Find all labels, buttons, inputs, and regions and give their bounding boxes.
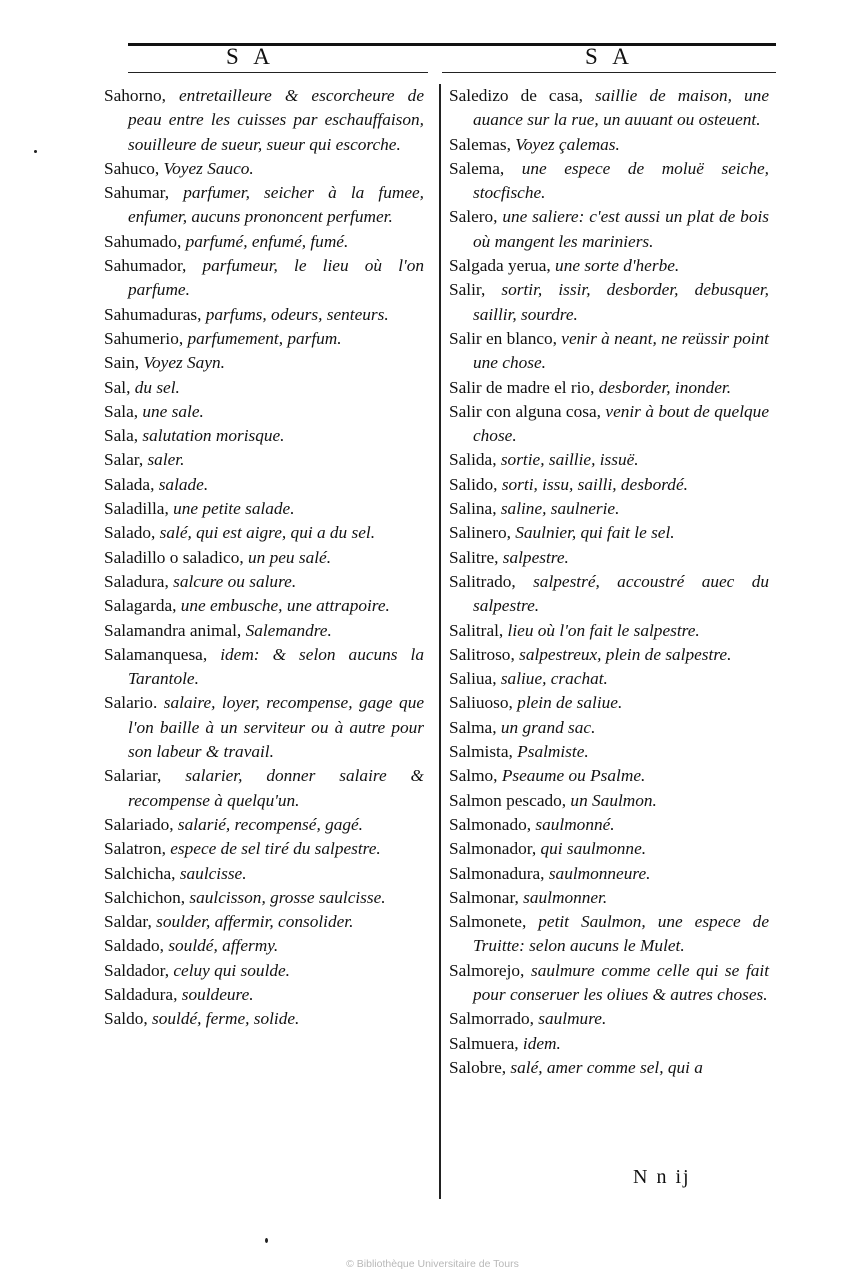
dictionary-entry (449, 959, 769, 1008)
dictionary-entry (104, 84, 424, 157)
right-column (449, 84, 769, 1080)
definition: qui saulmonne. (536, 839, 647, 859)
definition: espece de sel tiré du salpestre. (165, 839, 381, 859)
headword: Saldo, (104, 1009, 148, 1029)
dictionary-entry (449, 619, 769, 643)
signature-mark: N n ij (633, 1166, 691, 1188)
headword: Salariado, (104, 814, 174, 834)
dictionary-entry (449, 278, 769, 327)
definition: salarier, donner salaire & recompense à quelqu'un. (128, 766, 424, 810)
headword: Sala, (104, 426, 139, 446)
headword: Salero, (449, 207, 498, 227)
definition: un peu salé. (243, 547, 332, 567)
dictionary-entry (104, 351, 424, 375)
definition: souldé, ferme, solide. (147, 1009, 300, 1029)
dictionary-entry (449, 133, 769, 157)
dictionary-entry (104, 813, 424, 837)
headword: Saledizo de casa, (449, 86, 583, 105)
ink-speck (265, 1238, 268, 1243)
headword: Saladura, (104, 571, 169, 591)
dictionary-entry (449, 716, 769, 740)
definition: un Saulmon. (566, 790, 657, 810)
headword: Salmista, (449, 742, 513, 762)
dictionary-entry (104, 862, 424, 886)
running-head-left: S A (226, 44, 275, 69)
definition: soulder, affermir, consolider. (151, 912, 354, 932)
headword: Sala, (104, 401, 139, 421)
headword: Saliua, (449, 669, 497, 689)
definition: parfumé, enfumé, fumé. (181, 231, 349, 251)
headword: Salmonadura, (449, 863, 545, 883)
dictionary-entry (104, 303, 424, 327)
headword: Salmuera, (449, 1033, 519, 1053)
definition: une embusche, une attrapoire. (176, 596, 390, 616)
dictionary-entry (449, 327, 769, 376)
running-head-right: S A (585, 44, 634, 69)
dictionary-entry (449, 448, 769, 472)
headword: Salmonador, (449, 839, 537, 859)
dictionary-entry (104, 910, 424, 934)
dictionary-entry (449, 1007, 769, 1031)
headword: Saldadura, (104, 984, 178, 1004)
dictionary-entry (449, 862, 769, 886)
headword: Salitroso, (449, 644, 515, 664)
dictionary-entry (104, 424, 424, 448)
definition: salé, amer comme sel, qui a (506, 1057, 703, 1077)
definition: saulcisson, grosse saulcisse. (185, 887, 386, 907)
headword: Salir de madre el rio, (449, 377, 595, 397)
dictionary-entry (449, 521, 769, 545)
headword: Sahumerio, (104, 328, 184, 348)
definition: saulmonner. (518, 887, 608, 907)
headword: Saldado, (104, 936, 164, 956)
definition: une espece de moluë seiche, stocfische. (473, 158, 769, 203)
dictionary-entry (104, 546, 424, 570)
headword: Sahumado, (104, 231, 182, 251)
definition: salé, qui est aigre, qui a du sel. (155, 523, 376, 543)
headword: Salema, (449, 158, 505, 178)
definition: Psalmiste. (512, 742, 589, 762)
definition: une sorte d'herbe. (550, 256, 680, 276)
headword: Salmorrado, (449, 1009, 534, 1029)
dictionary-entry (104, 448, 424, 472)
headword: Saldador, (104, 960, 170, 980)
dictionary-entry (104, 764, 424, 813)
definition: sortie, saillie, issuë. (496, 450, 639, 470)
ink-speck (34, 150, 37, 153)
definition: saulmonneure. (544, 863, 651, 883)
definition: salutation morisque. (138, 426, 285, 446)
definition: sortir, issir, desborder, debusquer, saillir, sourdre. (473, 280, 769, 324)
definition: saliue, crachat. (496, 669, 608, 689)
dictionary-entry (449, 910, 769, 959)
header-underline-left (128, 72, 428, 73)
definition: plein de saliue. (512, 693, 623, 713)
headword: Saldar, (104, 912, 152, 932)
dictionary-entry (449, 400, 769, 449)
headword: Sahumar, (104, 183, 170, 203)
definition: une petite salade. (168, 499, 295, 519)
headword: Salagarda, (104, 596, 177, 616)
headword: Salir con alguna cosa, (449, 401, 601, 421)
definition: venir à bout de quelque chose. (473, 401, 769, 446)
definition: salarié, recompensé, gagé. (173, 814, 364, 834)
definition: salpestreux, plein de salpestre. (514, 644, 732, 664)
definition: idem: & selon aucuns la Tarantole. (128, 644, 424, 689)
definition: souldeure. (177, 984, 254, 1004)
headword: Salariar, (104, 766, 162, 786)
dictionary-entry (104, 230, 424, 254)
headword: Salir, (449, 280, 486, 300)
dictionary-entry (104, 157, 424, 181)
dictionary-entry (449, 205, 769, 254)
definition: salcure ou salure. (168, 571, 297, 591)
definition: parfums, odeurs, senteurs. (201, 304, 389, 324)
definition: salaire, loyer, recompense, gage que l'on baille à un serviteur ou à autre pour son labeur & travail. (128, 693, 424, 762)
definition: venir à neant, ne reüssir point une chose. (473, 328, 769, 373)
definition: Voyez Sayn. (139, 353, 225, 373)
headword: Salir en blanco, (449, 328, 557, 348)
definition: entretailleure & escorcheure de peau entre les cuisses par eschauffaison, souilleure de sueur, sueur qui escorche. (128, 86, 424, 154)
dictionary-entry (104, 886, 424, 910)
headword: Salmo, (449, 766, 498, 786)
dictionary-entry (104, 254, 424, 303)
dictionary-entry (449, 497, 769, 521)
dictionary-entry (449, 546, 769, 570)
dictionary-entry (104, 1007, 424, 1031)
definition: une saliere: c'est aussi un plat de bois où mangent les mariniers. (473, 207, 769, 251)
definition: un grand sac. (496, 717, 596, 737)
definition: lieu où l'on fait le salpestre. (503, 620, 700, 640)
headword: Salamandra animal, (104, 620, 242, 640)
definition: idem. (518, 1033, 561, 1053)
dictionary-entry (449, 157, 769, 206)
headword: Salmonado, (449, 814, 532, 834)
dictionary-entry (104, 570, 424, 594)
dictionary-entry (104, 400, 424, 424)
dictionary-entry (449, 789, 769, 813)
definition: parfumeur, le lieu où l'on parfume. (128, 256, 424, 300)
dictionary-entry (104, 959, 424, 983)
headword: Sal, (104, 377, 131, 397)
dictionary-entry (104, 473, 424, 497)
headword: Salma, (449, 717, 497, 737)
dictionary-entry (449, 84, 769, 133)
dictionary-entry (104, 983, 424, 1007)
headword: Salobre, (449, 1057, 507, 1077)
definition: petit Saulmon, une espece de Truitte: selon aucuns le Mulet. (473, 912, 769, 956)
left-column (104, 84, 424, 1032)
headword: Salinero, (449, 523, 511, 543)
definition: saulmonné. (531, 814, 615, 834)
headword: Sahorno, (104, 86, 166, 105)
definition: Pseaume ou Psalme. (497, 766, 646, 786)
dictionary-entry (104, 594, 424, 618)
definition: Saulnier, qui fait le sel. (510, 523, 675, 543)
dictionary-entry (104, 643, 424, 692)
definition: saulcisse. (175, 863, 247, 883)
dictionary-entry (104, 934, 424, 958)
definition: saulmure. (533, 1009, 607, 1029)
definition: salpestre. (498, 547, 569, 567)
headword: Salar, (104, 450, 144, 470)
definition: Salemandre. (241, 620, 332, 640)
headword: Sahuco, (104, 158, 160, 178)
definition: saler. (143, 450, 185, 470)
dictionary-entry (104, 691, 424, 764)
headword: Salitral, (449, 620, 504, 640)
headword: Salmon pescado, (449, 790, 567, 810)
definition: parfumer, seicher à la fumee, enfumer, aucuns prononcent perfumer. (128, 183, 424, 227)
headword: Saliuoso, (449, 693, 513, 713)
dictionary-entry (104, 181, 424, 230)
dictionary-entry (449, 691, 769, 715)
dictionary-entry (104, 521, 424, 545)
dictionary-entry (449, 764, 769, 788)
headword: Sain, (104, 353, 140, 373)
headword: Salemas, (449, 134, 511, 154)
headword: Salida, (449, 450, 497, 470)
headword: Sahumador, (104, 256, 187, 276)
definition: salade. (154, 474, 209, 494)
definition: une sale. (138, 401, 204, 421)
headword: Salitrado, (449, 571, 516, 591)
headword: Saladillo o saladico, (104, 547, 244, 567)
dictionary-entry (449, 643, 769, 667)
dictionary-entry (104, 327, 424, 351)
headword: Salchicha, (104, 863, 176, 883)
headword: Salmorejo, (449, 960, 525, 980)
dictionary-entry (449, 376, 769, 400)
dictionary-entry (104, 376, 424, 400)
definition: Voyez Sauco. (159, 158, 254, 178)
header-underline-right (442, 72, 776, 73)
headword: Salatron, (104, 839, 166, 859)
column-divider (439, 84, 441, 1199)
headword: Salado, (104, 523, 156, 543)
definition: saline, saulnerie. (496, 499, 620, 519)
headword: Saladilla, (104, 499, 169, 519)
dictionary-entry (449, 740, 769, 764)
dictionary-entry (449, 667, 769, 691)
headword: Salchichon, (104, 887, 186, 907)
dictionary-entry (449, 473, 769, 497)
headword: Salmonar, (449, 887, 519, 907)
dictionary-entry (104, 837, 424, 861)
headword: Salario. (104, 693, 158, 713)
dictionary-entry (449, 1032, 769, 1056)
definition: desborder, inonder. (594, 377, 732, 397)
dictionary-entry (449, 1056, 769, 1080)
headword: Salido, (449, 474, 498, 494)
dictionary-entry (449, 837, 769, 861)
definition: souldé, affermy. (164, 936, 279, 956)
definition: sorti, issu, sailli, desbordé. (497, 474, 688, 494)
dictionary-entry (449, 254, 769, 278)
definition: du sel. (130, 377, 180, 397)
library-watermark: © Bibliothèque Universitaire de Tours (346, 1258, 519, 1270)
headword: Salmonete, (449, 912, 527, 932)
dictionary-entry (104, 497, 424, 521)
dictionary-entry (449, 570, 769, 619)
headword: Salamanquesa, (104, 644, 208, 664)
definition: celuy qui soulde. (169, 960, 290, 980)
headword: Salgada yerua, (449, 256, 551, 276)
definition: saulmure comme celle qui se fait pour conseruer les oliues & autres choses. (473, 960, 769, 1004)
dictionary-entry (104, 619, 424, 643)
definition: parfumement, parfum. (183, 328, 342, 348)
definition: salpestré, accoustré auec du salpestre. (473, 571, 769, 616)
headword: Salada, (104, 474, 155, 494)
definition: Voyez çalemas. (510, 134, 620, 154)
headword: Salitre, (449, 547, 499, 567)
dictionary-entry (449, 813, 769, 837)
headword: Salina, (449, 499, 497, 519)
definition: saillie de maison, une auance sur la rue, un auuant ou osteuent. (473, 86, 769, 130)
dictionary-entry (449, 886, 769, 910)
headword: Sahumaduras, (104, 304, 202, 324)
